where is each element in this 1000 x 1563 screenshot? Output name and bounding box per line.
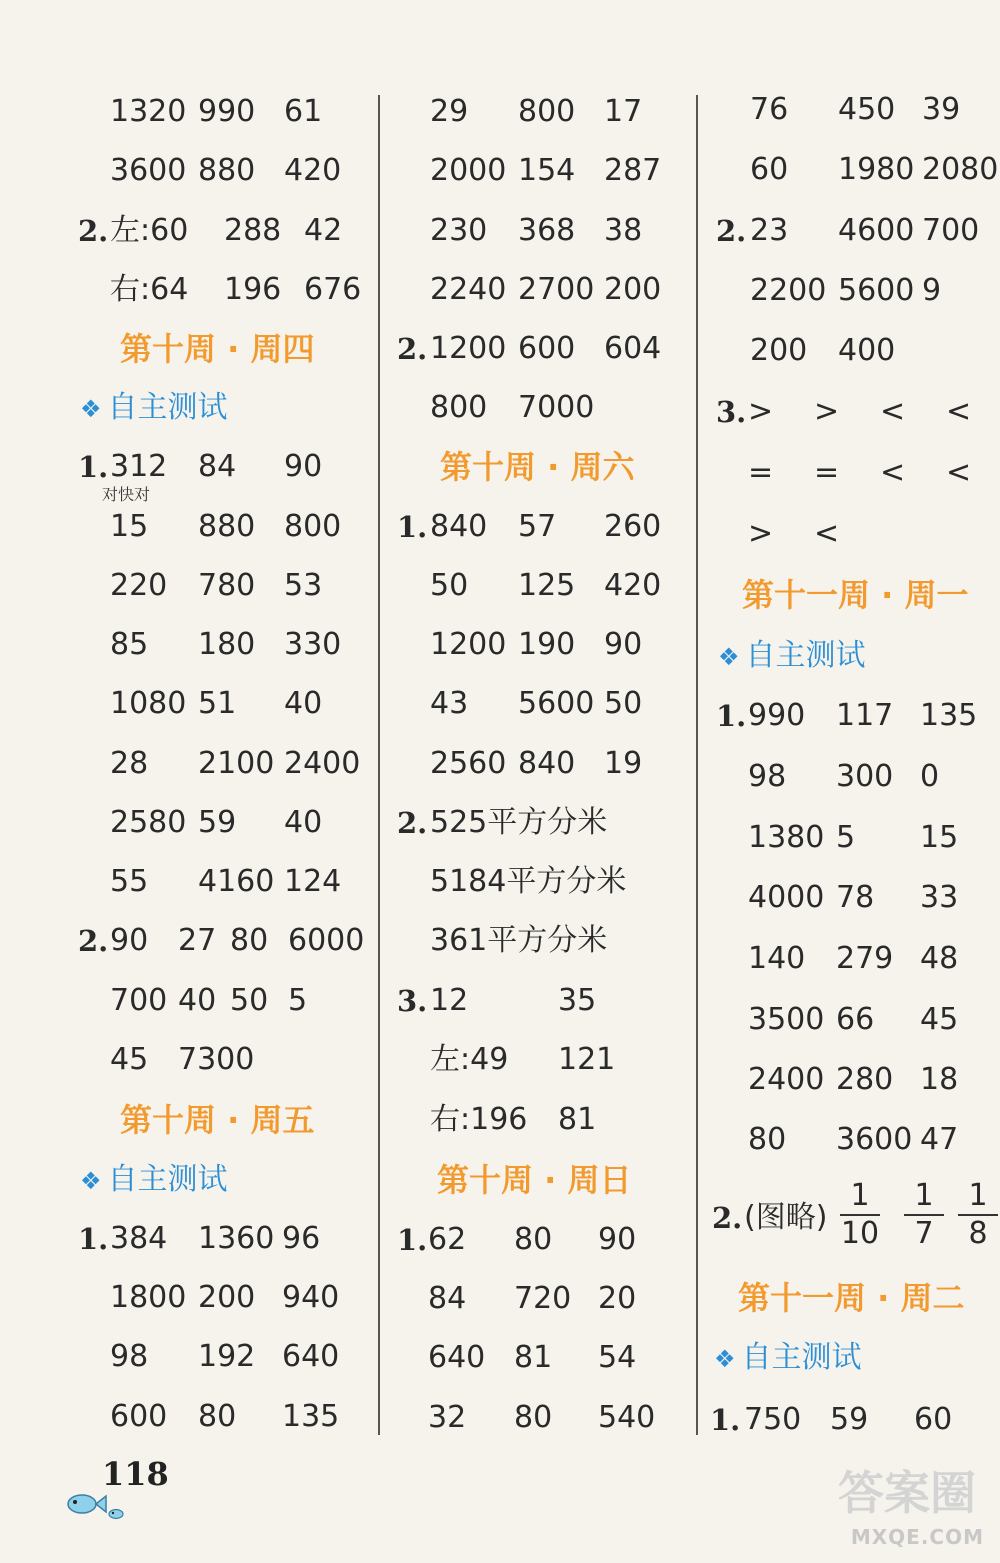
question-number: 3.	[716, 395, 747, 429]
answer-value: 640	[428, 1340, 486, 1375]
answer-value: 800	[518, 94, 576, 129]
answer-value: 98	[110, 1339, 149, 1374]
answer-value: 676	[304, 272, 362, 307]
answer-value: 192	[198, 1339, 256, 1374]
answer-value: 23	[750, 213, 789, 248]
answer-value: 54	[598, 1340, 637, 1375]
answer-value: 47	[920, 1122, 959, 1157]
answer-value: 750	[744, 1402, 802, 1437]
answer-value: 80	[514, 1400, 553, 1435]
answer-value: 0	[920, 759, 940, 794]
answer-value: 940	[282, 1280, 340, 1315]
question-number: 2.	[716, 214, 747, 248]
answer-value: 90	[284, 449, 323, 484]
answer-value: 1200	[430, 627, 507, 662]
watermark-logo: 答案圈	[838, 1466, 976, 1520]
answer-value: 154	[518, 153, 576, 188]
question-number: 1.	[78, 1222, 109, 1256]
fraction-numerator: 1	[968, 1178, 988, 1213]
answer-value: 5	[288, 983, 308, 1018]
answer-value: 19	[604, 746, 643, 781]
answer-value: 140	[748, 941, 806, 976]
answer-value: 39	[922, 92, 961, 127]
answer-value: 880	[198, 153, 256, 188]
answer-value: 3600	[836, 1122, 913, 1157]
answer-value: 196	[224, 272, 282, 307]
answer-value: 53	[284, 568, 323, 603]
answer-value: 260	[604, 509, 662, 544]
answer-value: 42	[304, 213, 343, 248]
answer-value: 2400	[748, 1062, 825, 1097]
answer-value: 604	[604, 331, 662, 366]
answer-value: 361平方分米	[430, 923, 608, 958]
answer-value: 200	[604, 272, 662, 307]
answer-value: 66	[836, 1002, 875, 1037]
answer-value: 84	[428, 1281, 467, 1316]
answer-value: 180	[198, 627, 256, 662]
answer-value: <	[814, 516, 840, 551]
answer-value: 800	[430, 390, 488, 425]
question-number: 2.	[78, 924, 109, 958]
answer-value: 15	[920, 820, 959, 855]
answer-value: 20	[598, 1281, 637, 1316]
answer-value: 121	[558, 1042, 616, 1077]
answer-value: <	[946, 394, 972, 429]
answer-value: 990	[748, 698, 806, 733]
answer-value: 80	[514, 1222, 553, 1257]
diamond-icon: ❖	[718, 643, 740, 671]
question-number: 1.	[397, 1223, 428, 1257]
answer-value: 300	[836, 759, 894, 794]
answer-value: 29	[430, 94, 469, 129]
answer-value: 2580	[110, 805, 187, 840]
answer-value: 80	[198, 1399, 237, 1434]
answer-value: 525平方分米	[430, 805, 608, 840]
answer-value: 640	[282, 1339, 340, 1374]
answer-value: 43	[430, 686, 469, 721]
answer-value: 1980	[838, 152, 915, 187]
answer-value: 450	[838, 92, 896, 127]
answer-value: 200	[750, 333, 808, 368]
answer-value: 7300	[178, 1042, 255, 1077]
answer-value: 287	[604, 153, 662, 188]
section-subheading	[80, 1160, 228, 1201]
section-heading: 第十一周 · 周一	[742, 576, 969, 614]
answer-value: 7000	[518, 390, 595, 425]
answer-value: 78	[836, 880, 875, 915]
answer-value: 190	[518, 627, 576, 662]
question-number: 2.	[712, 1201, 743, 1235]
answer-value: 1360	[198, 1221, 275, 1256]
answer-value: 3500	[748, 1002, 825, 1037]
answer-value: =	[748, 455, 774, 490]
answer-value: 80	[748, 1122, 787, 1157]
section-subheading	[714, 1338, 862, 1379]
stamp-text: 对快对	[102, 485, 151, 504]
section-heading: 第十周 · 周四	[120, 330, 315, 368]
subheading-label: 自主测试	[107, 1162, 228, 1197]
answer-value: 600	[110, 1399, 168, 1434]
answer-value: 9	[922, 273, 942, 308]
answer-value: 5184平方分米	[430, 864, 627, 899]
answer-value: 38	[604, 213, 643, 248]
answer-value: 312	[110, 449, 168, 484]
answer-value: 2400	[284, 746, 361, 781]
answer-value: 84	[198, 449, 237, 484]
answer-value: 135	[920, 698, 978, 733]
answer-value: 45	[920, 1002, 959, 1037]
answer-value: 1200	[430, 331, 507, 366]
diamond-icon: ❖	[80, 395, 102, 423]
answer-value: 40	[284, 686, 323, 721]
answer-value: 700	[922, 213, 980, 248]
answer-value: (图略)	[744, 1200, 828, 1235]
answer-value: 1080	[110, 686, 187, 721]
answer-value: 2200	[750, 273, 827, 308]
answer-value: 27	[178, 923, 217, 958]
answer-value: 62	[428, 1222, 467, 1257]
answer-value: 左:49	[430, 1042, 509, 1077]
answer-value: 40	[284, 805, 323, 840]
fraction-numerator: 1	[850, 1178, 870, 1213]
answer-value: 15	[110, 509, 149, 544]
section-subheading	[718, 636, 866, 677]
answer-value: 124	[284, 864, 342, 899]
answer-value: 18	[920, 1062, 959, 1097]
answer-value: 420	[604, 568, 662, 603]
answer-value: 230	[430, 213, 488, 248]
question-number: 1.	[710, 1403, 741, 1437]
answer-value: 81	[514, 1340, 553, 1375]
answer-value: 1800	[110, 1280, 187, 1315]
answer-value: =	[814, 455, 840, 490]
answer-value: >	[814, 394, 840, 429]
page-number: 118	[102, 1455, 169, 1493]
answer-value: 90	[604, 627, 643, 662]
column-divider-2	[696, 95, 698, 1435]
fraction-denominator: 7	[914, 1216, 934, 1251]
fraction	[958, 1180, 998, 1250]
question-number: 2.	[397, 806, 428, 840]
answer-value: 800	[284, 509, 342, 544]
answer-value: 12	[430, 983, 469, 1018]
question-number: 3.	[397, 984, 428, 1018]
answer-value: 840	[518, 746, 576, 781]
question-number: 2.	[78, 214, 109, 248]
section-subheading	[80, 388, 228, 429]
answer-value: 右:64	[110, 272, 189, 307]
answer-value: 220	[110, 568, 168, 603]
answer-value: 50	[604, 686, 643, 721]
answer-value: <	[946, 455, 972, 490]
answer-value: 98	[748, 759, 787, 794]
answer-value: 700	[110, 983, 168, 1018]
section-heading: 第十周 · 周五	[120, 1101, 315, 1139]
answer-value: 55	[110, 864, 149, 899]
section-heading: 第十周 · 周日	[437, 1161, 632, 1199]
answer-value: 76	[750, 92, 789, 127]
question-number: 1.	[716, 699, 747, 733]
answer-value: 5600	[838, 273, 915, 308]
answer-value: >	[748, 516, 774, 551]
answer-value: 600	[518, 331, 576, 366]
answer-value: 50	[430, 568, 469, 603]
section-heading: 第十周 · 周六	[440, 448, 635, 486]
answer-value: 61	[284, 94, 323, 129]
answer-value: 17	[604, 94, 643, 129]
answer-value: 200	[198, 1280, 256, 1315]
answer-value: 540	[598, 1400, 656, 1435]
diamond-icon: ❖	[80, 1167, 102, 1195]
diamond-icon: ❖	[714, 1345, 736, 1373]
answer-value: 81	[558, 1102, 597, 1137]
answer-value: 51	[198, 686, 237, 721]
question-number: 1.	[78, 450, 109, 484]
answer-value: 60	[914, 1402, 953, 1437]
answer-value: 1380	[748, 820, 825, 855]
answer-value: 780	[198, 568, 256, 603]
answer-value: 288	[224, 213, 282, 248]
fraction	[904, 1180, 944, 1250]
answer-value: 117	[836, 698, 894, 733]
answer-value: 400	[838, 333, 896, 368]
answer-value: 59	[198, 805, 237, 840]
answer-value: >	[748, 394, 774, 429]
answer-value: <	[880, 394, 906, 429]
answer-value: 2700	[518, 272, 595, 307]
answer-value: 60	[750, 152, 789, 187]
watermark-text: MXQE.COM	[850, 1525, 984, 1549]
fraction-denominator: 8	[968, 1216, 988, 1251]
answer-value: 右:196	[430, 1102, 528, 1137]
answer-value: 80	[230, 923, 269, 958]
answer-value: 45	[110, 1042, 149, 1077]
column-divider-1	[378, 95, 380, 1435]
answer-value: 85	[110, 627, 149, 662]
answer-value: 4600	[838, 213, 915, 248]
question-number: 1.	[397, 510, 428, 544]
answer-value: 4160	[198, 864, 275, 899]
answer-value: 720	[514, 1281, 572, 1316]
answer-value: 35	[558, 983, 597, 1018]
answer-value: 5	[836, 820, 856, 855]
answer-value: 990	[198, 94, 256, 129]
fraction-numerator: 1	[914, 1178, 934, 1213]
fraction	[840, 1180, 880, 1250]
section-heading: 第十一周 · 周二	[738, 1279, 965, 1317]
answer-value: 2000	[430, 153, 507, 188]
question-number: 2.	[397, 332, 428, 366]
answer-value: 33	[920, 880, 959, 915]
answer-value: 840	[430, 509, 488, 544]
answer-value: 3600	[110, 153, 187, 188]
answer-value: 420	[284, 153, 342, 188]
answer-value: 280	[836, 1062, 894, 1097]
answer-value: 2560	[430, 746, 507, 781]
fish-icon	[62, 1488, 132, 1522]
answer-value: 279	[836, 941, 894, 976]
answer-value: 2080	[922, 152, 999, 187]
answer-value: 2240	[430, 272, 507, 307]
subheading-label: 自主测试	[745, 638, 866, 673]
subheading-label: 自主测试	[741, 1340, 862, 1375]
answer-value: 2100	[198, 746, 275, 781]
answer-value: 5600	[518, 686, 595, 721]
answer-value: <	[880, 455, 906, 490]
answer-value: 96	[282, 1221, 321, 1256]
answer-value: 125	[518, 568, 576, 603]
answer-value: 40	[178, 983, 217, 1018]
answer-value: 57	[518, 509, 557, 544]
answer-value: 48	[920, 941, 959, 976]
answer-value: 6000	[288, 923, 365, 958]
answer-value: 368	[518, 213, 576, 248]
answer-value: 135	[282, 1399, 340, 1434]
answer-value: 1320	[110, 94, 187, 129]
answer-value: 32	[428, 1400, 467, 1435]
fraction-denominator: 10	[840, 1216, 880, 1251]
answer-value: 90	[598, 1222, 637, 1257]
answer-value: 59	[830, 1402, 869, 1437]
answer-value: 880	[198, 509, 256, 544]
answer-value: 330	[284, 627, 342, 662]
answer-value: 384	[110, 1221, 168, 1256]
subheading-label: 自主测试	[107, 390, 228, 425]
answer-value: 左:60	[110, 213, 189, 248]
answer-value: 28	[110, 746, 149, 781]
answer-value: 90	[110, 923, 149, 958]
answer-value: 50	[230, 983, 269, 1018]
answer-value: 4000	[748, 880, 825, 915]
